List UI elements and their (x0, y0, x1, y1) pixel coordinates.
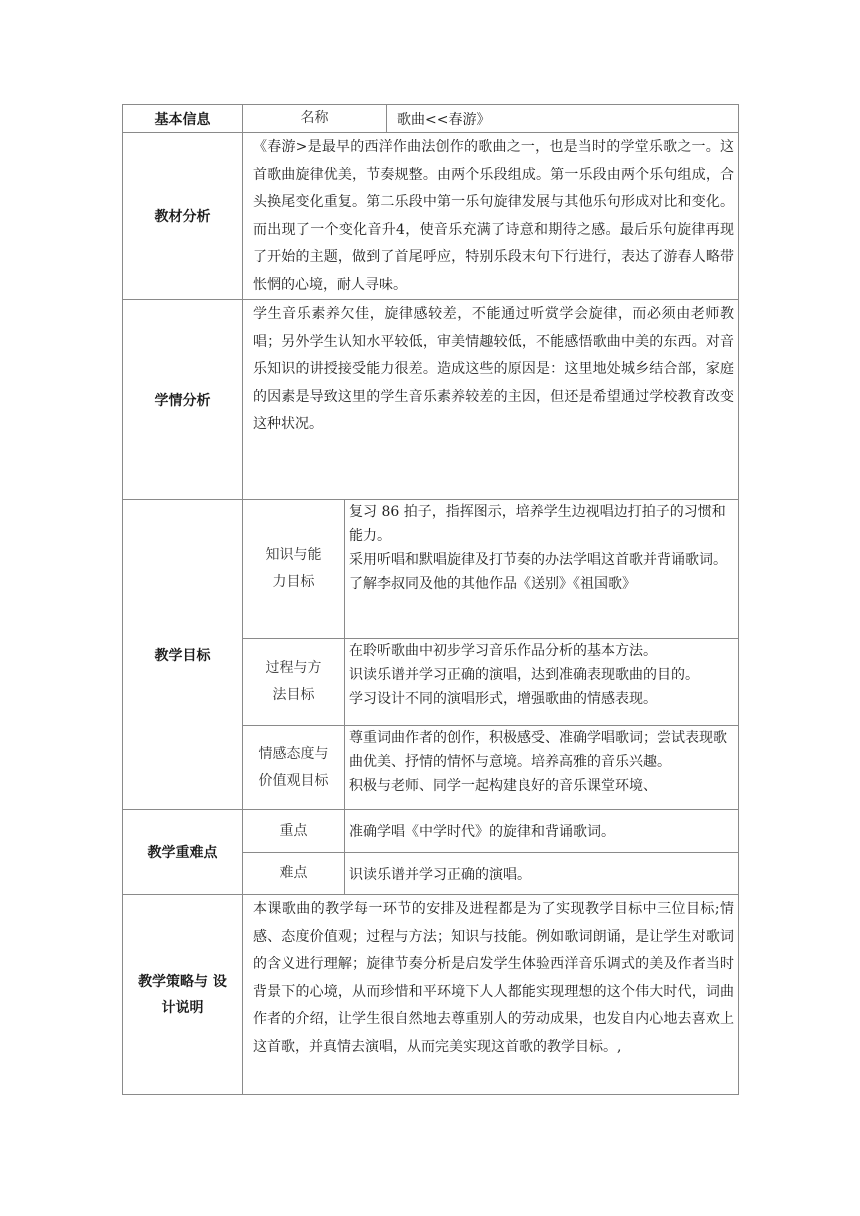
key-text: 准确学唱《中学时代》的旋律和背诵歌词。 (345, 810, 739, 853)
process-goal-line: 在聆听歌曲中初步学习音乐作品分析的基本方法。 (349, 643, 657, 659)
basic-info-label: 基本信息 (123, 105, 243, 133)
lesson-plan-table (122, 104, 739, 1095)
key-points-label: 教学重难点 (123, 810, 243, 895)
knowledge-goal-text (345, 500, 739, 639)
strategy-text: 本课歌曲的教学每一环节的安排及进程都是为了实现教学目标中三位目标;情感、态度价值观；过程与方法；知识与技能。例如歌词朗诵，是让学生对歌词的含义进行理解；旋律节奏分析是启发学生体验西洋音乐调式的美及作者当时背景下的心境，从而珍惜和平环境下人人都能实现理想的这个伟大时代，词曲作者的介绍，让学生很自然地去尊重别人的劳动成果，也发自内心地去喜欢上这首歌，并真情去演唱，从而完美实现这首歌的教学目标。, (243, 895, 739, 1095)
emotion-goal-label-text: 情感态度与价值观目标 (258, 745, 329, 789)
material-analysis-label: 教材分析 (123, 133, 243, 300)
process-goal-text (345, 639, 739, 726)
process-goal-label-text: 过程与方法目标 (265, 660, 322, 703)
knowledge-goal-line: 了解李叔同及他的其他作品《送别》《祖国歌》 (349, 576, 636, 592)
knowledge-goal-label-text: 知识与能力目标 (265, 547, 322, 590)
strategy-label-text: 教学策略与 设计说明 (138, 973, 227, 1016)
knowledge-goal-line: 采用听唱和默唱旋律及打节奏的办法学唱这首歌并背诵歌词。 (349, 552, 727, 568)
material-analysis-row (123, 133, 739, 300)
student-analysis-label: 学情分析 (123, 300, 243, 500)
key-label: 重点 (243, 810, 345, 853)
material-analysis-text: 《春游>是最早的西洋作曲法创作的歌曲之一，也是当时的学堂乐歌之一。这首歌曲旋律优美，节奏规整。由两个乐段组成。第一乐段由两个乐句组成，合头换尾变化重复。第二乐段中第一乐句旋律发展与其他乐句形成对比和变化。而出现了一个变化音升4，使音乐充满了诗意和期待之感。最后乐句旋律再现了开始的主题，做到了首尾呼应，特别乐段末句下行进行，表达了游春人略带怅惘的心境，耐人寻味。 (243, 133, 739, 300)
key-point-row (123, 810, 739, 853)
name-value: 歌曲<<春游》 (387, 105, 739, 133)
basic-info-row (123, 105, 739, 133)
knowledge-goal-label (243, 500, 345, 639)
student-analysis-text: 学生音乐素养欠佳，旋律感较差，不能通过听赏学会旋律，而必须由老师教唱；另外学生认知水平较低，审美情趣较低，不能感悟歌曲中美的东西。对音乐知识的讲授接受能力很差。造成这些的原因是：这里地处城乡结合部，家庭的因素是导致这里的学生音乐素养较差的主因，但还是希望通过学校教育改变这种状况。 (243, 300, 739, 500)
goal-knowledge-row (123, 500, 739, 639)
process-goal-label (243, 639, 345, 726)
student-analysis-row (123, 300, 739, 500)
difficult-text: 识读乐谱并学习正确的演唱。 (345, 853, 739, 895)
process-goal-line: 学习设计不同的演唱形式，增强歌曲的情感表现。 (349, 691, 657, 707)
name-label: 名称 (243, 105, 387, 133)
strategy-label (123, 895, 243, 1095)
strategy-row (123, 895, 739, 1095)
emotion-goal-line: 尊重词曲作者的创作，积极感受、准确学唱歌词；尝试表现歌曲优美、抒情的情怀与意境。培养高雅的音乐兴趣。 (349, 730, 727, 770)
emotion-goal-label (243, 726, 345, 810)
process-goal-line: 识读乐谱并学习正确的演唱，达到准确表现歌曲的目的。 (349, 667, 699, 683)
emotion-goal-line: 积极与老师、同学一起构建良好的音乐课堂环境、 (349, 778, 657, 794)
knowledge-goal-line: 复习 86 拍子，指挥图示，培养学生边视唱边打拍子的习惯和能力。 (349, 504, 726, 544)
emotion-goal-text (345, 726, 739, 810)
teaching-goals-label: 教学目标 (123, 500, 243, 810)
difficult-label: 难点 (243, 853, 345, 895)
